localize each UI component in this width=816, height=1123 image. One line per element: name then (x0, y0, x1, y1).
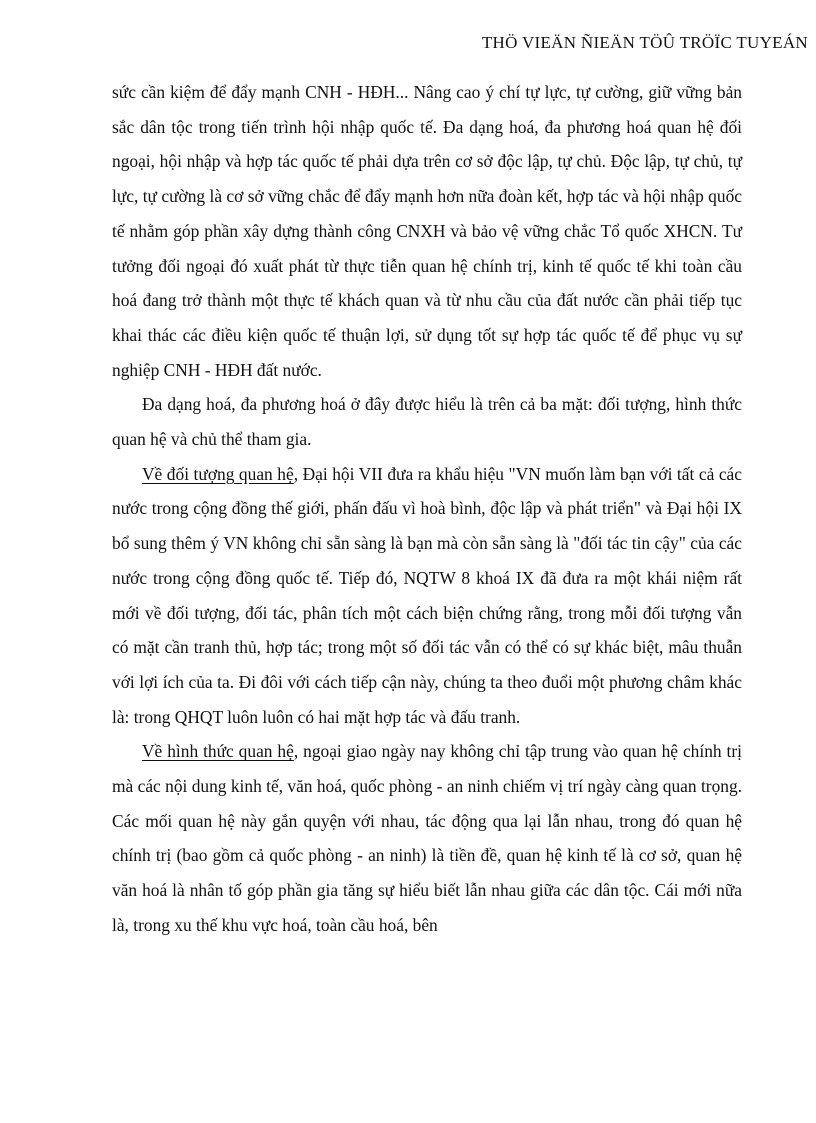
paragraph-4-heading: Về hình thức quan hệ (142, 741, 294, 762)
paragraph-4 (112, 734, 742, 942)
paragraph-2: Đa dạng hoá, đa phương hoá ở đây được hiểu là trên cả ba mặt: đối tượng, hình thức quan hệ và chủ thể tham gia. (112, 394, 742, 450)
page-header-title: THÖ VIEÄN ÑIEÄN TÖÛ TRÖÏC TUYEÁN (481, 33, 808, 52)
paragraph-3-body: , Đại hội VII đưa ra khẩu hiệu "VN muốn làm bạn với tất cả các nước trong cộng đồng thế giới, phấn đấu vì hoà bình, độc lập và phát triển" và Đại hội IX bổ sung thêm ý VN không chỉ sẵn sàng là bạn mà còn sẵn sàng là "đối tác tin cậy" của các nước trong cộng đồng quốc tế. Tiếp đó, NQTW 8 khoá IX đã đưa ra một khái niệm rất mới về đối tượng, đối tác, phân tích một cách biện chứng rằng, trong mỗi đối tượng vẫn có mặt cần tranh thủ, hợp tác; trong một số đối tác vẫn có thể có sự khác biệt, mâu thuẫn với lợi ích của ta. Đi đôi với cách tiếp cận này, chúng ta theo đuổi một phương châm khác là: trong QHQT luôn luôn có hai mặt hợp tác và đấu tranh. (112, 463, 742, 727)
paragraph-4-body: , ngoại giao ngày nay không chỉ tập trung vào quan hệ chính trị mà các nội dung kinh tế, văn hoá, quốc phòng - an ninh chiếm vị trí ngày càng quan trọng. Các mối quan hệ này gắn quyện với nhau, tác động qua lại lẫn nhau, trong đó quan hệ chính trị (bao gồm cả quốc phòng - an ninh) là tiền đề, quan hệ kinh tế là cơ sở, quan hệ văn hoá là nhân tố góp phần gia tăng sự hiểu biết lẫn nhau giữa các dân tộc. Cái mới nữa là, trong xu thế khu vực hoá, toàn cầu hoá, bên (112, 741, 742, 935)
document-body (112, 75, 742, 943)
paragraph-1: sức cần kiệm để đẩy mạnh CNH - HĐH... Nâng cao ý chí tự lực, tự cường, giữ vững bản sắc dân tộc trong tiến trình hội nhập quốc tế. Đa dạng hoá, đa phương hoá quan hệ đối ngoại, hội nhập và hợp tác quốc tế phải dựa trên cơ sở độc lập, tự chủ. Độc lập, tự chủ, tự lực, tự cường là cơ sở vững chắc để đẩy mạnh hơn nữa đoàn kết, hợp tác và hội nhập quốc tế nhằm góp phần xây dựng thành công CNXH và bảo vệ vững chắc Tổ quốc XHCN. Tư tưởng đối ngoại đó xuất phát từ thực tiễn quan hệ chính trị, kinh tế quốc tế khi toàn cầu hoá đang trở thành một thực tế khách quan và từ nhu cầu của đất nước cần phải tiếp tục khai thác các điều kiện quốc tế thuận lợi, sử dụng tốt sự hợp tác quốc tế để phục vụ sự nghiệp CNH - HĐH đất nước. (112, 82, 742, 380)
paragraph-3-heading: Về đối tượng quan hệ (142, 463, 294, 484)
paragraph-3 (112, 457, 742, 735)
